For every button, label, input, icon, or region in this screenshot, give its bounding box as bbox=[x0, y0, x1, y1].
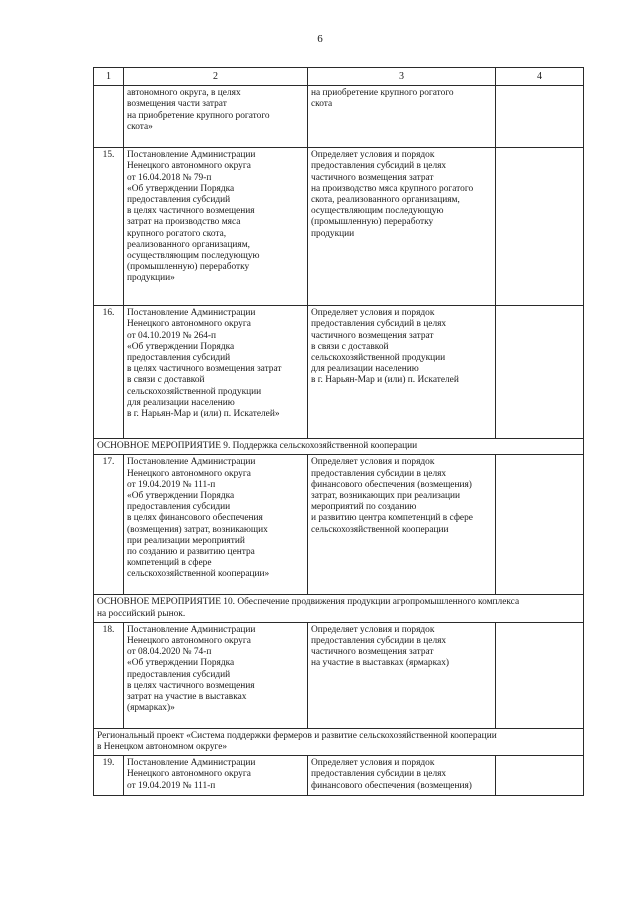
page-number: 6 bbox=[317, 33, 323, 45]
section-heading: ОСНОВНОЕ МЕРОПРИЯТИЕ 10. Обеспечение продвижения продукции агропромышленного комплекса на российский рынок. bbox=[94, 595, 584, 622]
description-cell: Определяет условия и порядок предоставления субсидии в целях частичного возмещения затрат на участие в выставках (ярмарках) bbox=[308, 622, 496, 728]
note-cell bbox=[496, 622, 584, 728]
note-cell bbox=[496, 86, 584, 148]
note-cell bbox=[496, 756, 584, 796]
document-cell: Постановление Администрации Ненецкого автономного округа от 16.04.2018 № 79-п «Об утверждении Порядка предоставления субсидий в целях частичного возмещения затрат на производство мяса крупного рогатого скота, реализованного организациям, осуществляющим последующую (промышленную) переработку продукции» bbox=[124, 148, 308, 306]
row-number: 19. bbox=[94, 756, 124, 796]
document-cell: Постановление Администрации Ненецкого автономного округа от 19.04.2019 № 111-п «Об утверждении Порядка предоставления субсидии в целях финансового обеспечения (возмещения) затрат, возникающих при реализации мероприятий по созданию и развитию центра компетенций в сфере сельскохозяйственной кооперации» bbox=[124, 455, 308, 595]
regional-project-row bbox=[94, 728, 584, 755]
table-row-17 bbox=[94, 455, 584, 595]
header-col-1: 1 bbox=[94, 68, 124, 86]
table-row-19 bbox=[94, 756, 584, 796]
table-row-18 bbox=[94, 622, 584, 728]
regional-project-heading: Региональный проект «Система поддержки фермеров и развитие сельскохозяйственной кооперации в Ненецком автономном округе» bbox=[94, 728, 584, 755]
section-row-10 bbox=[94, 595, 584, 622]
description-cell: Определяет условия и порядок предоставления субсидий в целях частичного возмещения затрат в связи с доставкой сельскохозяйственной продукции для реализации населению в г. Нарьян-Мар и (или) п. Искателей bbox=[308, 306, 496, 439]
note-cell bbox=[496, 306, 584, 439]
row-number: 17. bbox=[94, 455, 124, 595]
row-number: 15. bbox=[94, 148, 124, 306]
header-col-2: 2 bbox=[124, 68, 308, 86]
header-col-4: 4 bbox=[496, 68, 584, 86]
row-number: 18. bbox=[94, 622, 124, 728]
description-cell: Определяет условия и порядок предоставления субсидий в целях частичного возмещения затрат на производство мяса крупного рогатого скота, реализованного организациям, осуществляющим последующую (промышленную) переработку продукции bbox=[308, 148, 496, 306]
table-header-row bbox=[94, 68, 584, 86]
table-row-16 bbox=[94, 306, 584, 439]
description-cell: на приобретение крупного рогатого скота bbox=[308, 86, 496, 148]
row-number: 16. bbox=[94, 306, 124, 439]
document-cell: Постановление Администрации Ненецкого автономного округа от 04.10.2019 № 264-п «Об утверждении Порядка предоставления субсидий в целях частичного возмещения затрат в связи с доставкой сельскохозяйственной продукции для реализации населению в г. Нарьян-Мар и (или) п. Искателей» bbox=[124, 306, 308, 439]
document-cell: Постановление Администрации Ненецкого автономного округа от 19.04.2019 № 111-п bbox=[124, 756, 308, 796]
table-row-15 bbox=[94, 148, 584, 306]
section-heading: ОСНОВНОЕ МЕРОПРИЯТИЕ 9. Поддержка сельскохозяйственной кооперации bbox=[94, 439, 584, 455]
header-col-3: 3 bbox=[308, 68, 496, 86]
section-row-9 bbox=[94, 439, 584, 455]
table-row-continuation bbox=[94, 86, 584, 148]
document-cell: автономного округа, в целях возмещения части затрат на приобретение крупного рогатого скота» bbox=[124, 86, 308, 148]
document-cell: Постановление Администрации Ненецкого автономного округа от 08.04.2020 № 74-п «Об утверждении Порядка предоставления субсидий в целях частичного возмещения затрат на участие в выставках (ярмарках)» bbox=[124, 622, 308, 728]
description-cell: Определяет условия и порядок предоставления субсидии в целях финансового обеспечения (возмещения) затрат, возникающих при реализации мероприятий по созданию и развитию центра компетенций в сфере сельскохозяйственной кооперации bbox=[308, 455, 496, 595]
note-cell bbox=[496, 148, 584, 306]
regulations-table bbox=[93, 67, 584, 796]
note-cell bbox=[496, 455, 584, 595]
row-number bbox=[94, 86, 124, 148]
description-cell: Определяет условия и порядок предоставления субсидии в целях финансового обеспечения (возмещения) bbox=[308, 756, 496, 796]
